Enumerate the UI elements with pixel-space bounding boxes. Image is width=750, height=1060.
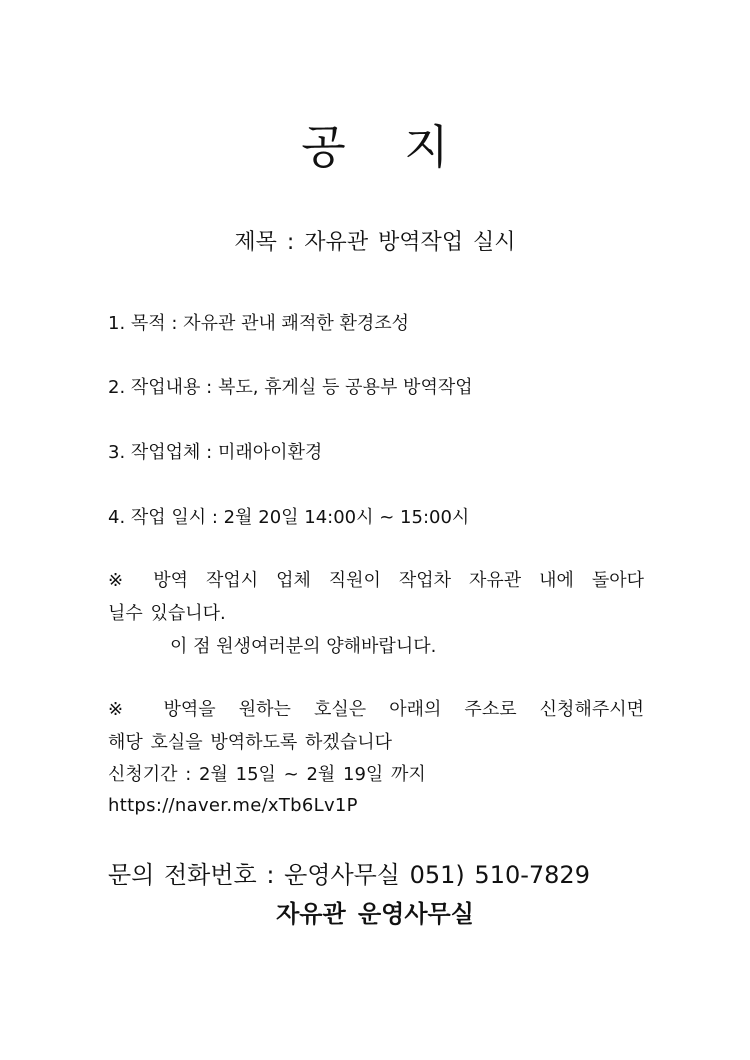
contact-phone: 문의 전화번호 : 운영사무실 051) 510-7829 <box>108 861 590 889</box>
item-contractor: 3. 작업업체 : 미래아이환경 <box>108 442 323 463</box>
note-1-line-3: 이 점 원생여러분의 양해바랍니다. <box>170 636 437 657</box>
notice-title: 공 지 <box>301 120 471 174</box>
item-work-content: 2. 작업내용 : 복도, 휴게실 등 공용부 방역작업 <box>108 377 473 398</box>
note-1-line-1: ※ 방역 작업시 업체 직원이 작업차 자유관 내에 돌아다 <box>108 570 644 591</box>
office-signature: 자유관 운영사무실 <box>276 900 474 928</box>
notice-subject: 제목 : 자유관 방역작업 실시 <box>234 230 516 255</box>
item-purpose: 1. 목적 : 자유관 관내 쾌적한 환경조성 <box>108 313 409 334</box>
application-link[interactable]: https://naver.me/xTb6Lv1P <box>108 795 358 816</box>
note-2-line-1: ※ 방역을 원하는 호실은 아래의 주소로 신청해주시면 <box>108 699 644 720</box>
application-period: 신청기간 : 2월 15일 ~ 2월 19일 까지 <box>108 764 426 785</box>
item-schedule: 4. 작업 일시 : 2월 20일 14:00시 ~ 15:00시 <box>108 507 470 528</box>
note-1-line-2: 닐수 있습니다. <box>108 603 226 624</box>
note-2-line-2: 해당 호실을 방역하도록 하겠습니다 <box>108 732 392 753</box>
